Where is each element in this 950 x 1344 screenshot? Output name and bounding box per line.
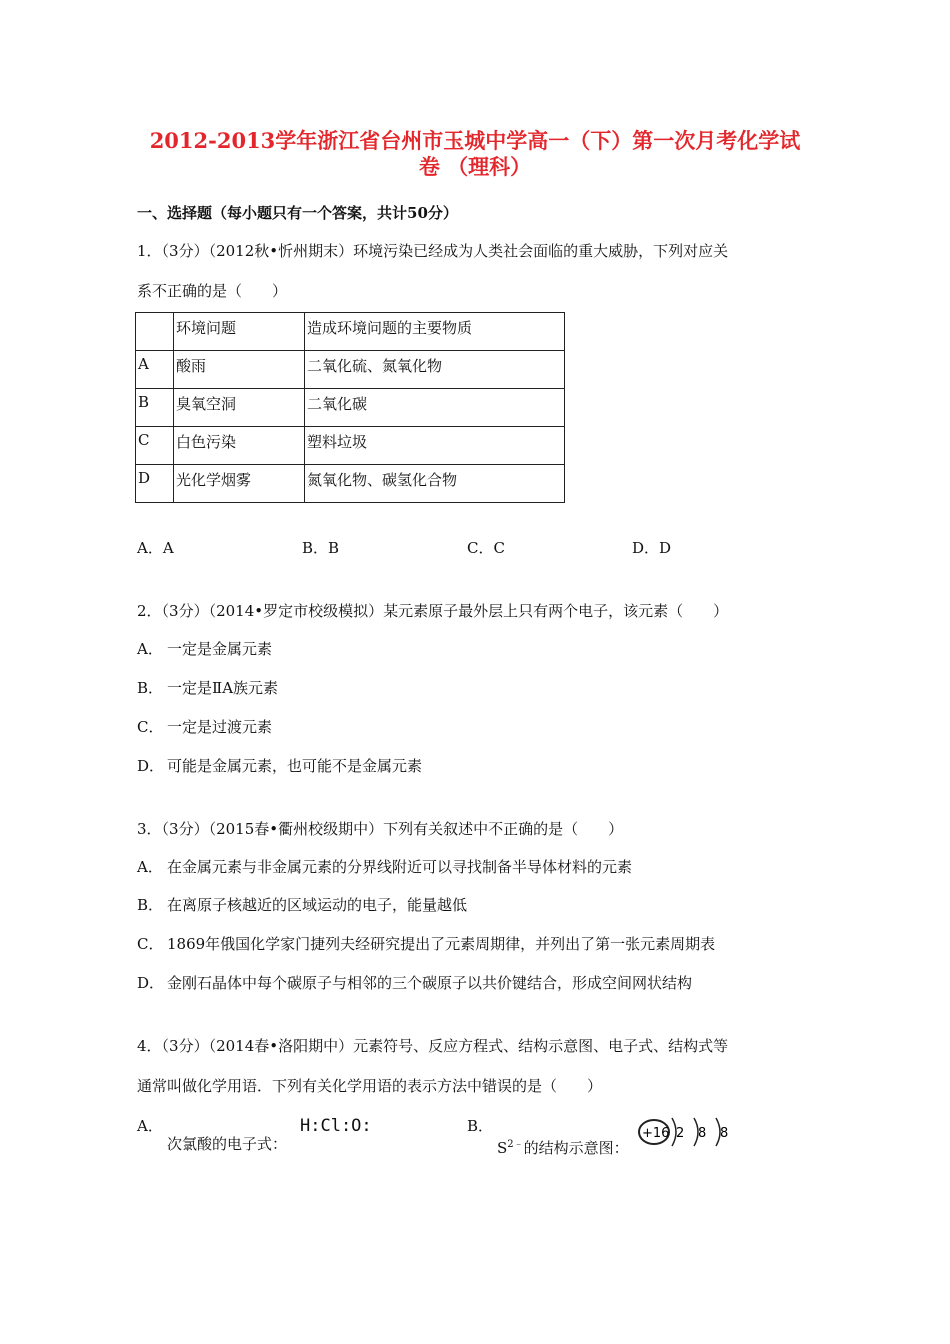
sulfide-ion-structure-diagram — [636, 1110, 736, 1160]
option-label: A． — [137, 640, 163, 658]
table-cell: 白色污染 — [174, 427, 305, 465]
q2-option-d[interactable] — [137, 755, 422, 776]
option-label: C． — [137, 718, 164, 736]
q2-option-c[interactable] — [137, 716, 272, 737]
q3-stem: 3．（3分）（2015春•衢州校级期中）下列有关叙述中不正确的是（ ） — [137, 820, 624, 838]
option-label: D． — [137, 757, 165, 775]
table-cell: C — [136, 427, 174, 465]
option-label: D． — [137, 974, 165, 992]
table-cell: A — [136, 351, 174, 389]
q4-option-a-label[interactable]: A． — [137, 1117, 163, 1135]
table-row — [136, 351, 565, 389]
exam-title-line1: 2012-2013学年浙江省台州市玉城中学高一（下）第一次月考化学试 — [149, 128, 801, 153]
table-cell: 造成环境问题的主要物质 — [305, 313, 565, 351]
table-cell: 二氧化硫、氮氧化物 — [305, 351, 565, 389]
option-label: A． — [137, 858, 163, 876]
table-cell: 光化学烟雾 — [174, 465, 305, 503]
table-cell — [136, 313, 174, 351]
table-row — [136, 427, 565, 465]
option-text: 在离原子核越近的区域运动的电子，能量越低 — [167, 896, 468, 914]
table-header-row — [136, 313, 565, 351]
q4-option-a-text: 次氯酸的电子式： — [167, 1135, 288, 1153]
table-cell: B — [136, 389, 174, 427]
q1-answer-a[interactable]: A．A — [137, 539, 174, 557]
table-cell: D — [136, 465, 174, 503]
option-text: 金刚石晶体中每个碳原子与相邻的三个碳原子以共价键结合，形成空间网状结构 — [167, 974, 693, 992]
q1-answer-b[interactable]: B．B — [302, 539, 340, 557]
q3-option-c[interactable] — [137, 933, 715, 954]
q2-stem: 2．（3分）（2014•罗定市校级模拟）某元素原子最外层上只有两个电子，该元素（ ） — [137, 602, 729, 620]
q1-stem-line2: 系不正确的是（ ） — [137, 282, 288, 300]
exam-title-line2: 卷 （理科） — [418, 154, 532, 179]
shell-electrons-2: 8 — [698, 1126, 707, 1141]
ion-charge: 2﹣ — [507, 1139, 524, 1150]
option-text: 一定是ⅡA族元素 — [167, 679, 279, 697]
option-text: 一定是过渡元素 — [167, 718, 273, 736]
table-cell: 塑料垃圾 — [305, 427, 565, 465]
table-row — [136, 389, 565, 427]
shell-electrons-1: 2 — [676, 1126, 685, 1141]
q2-option-a[interactable] — [137, 638, 272, 659]
table-row — [136, 465, 565, 503]
table-cell: 酸雨 — [174, 351, 305, 389]
q4-stem-line1: 4．（3分）（2014春•洛阳期中）元素符号、反应方程式、结构示意图、电子式、结构式等 — [137, 1037, 729, 1055]
hypochlorous-electron-formula: H:Cl:O: — [300, 1116, 372, 1136]
q3-option-a[interactable] — [137, 856, 632, 877]
q4-option-b-label[interactable]: B． — [467, 1117, 494, 1135]
sulfur-ion-symbol: S — [497, 1139, 508, 1157]
table-cell: 二氧化碳 — [305, 389, 565, 427]
q4-option-b-text — [497, 1135, 629, 1158]
shell-electrons-3: 8 — [720, 1126, 729, 1141]
table-cell: 环境问题 — [174, 313, 305, 351]
q1-answer-d[interactable]: D．D — [632, 539, 672, 557]
structure-caption: 的结构示意图： — [523, 1139, 629, 1157]
table-cell: 臭氧空洞 — [174, 389, 305, 427]
option-label: B． — [137, 896, 164, 914]
table-cell: 氮氧化物、碳氢化合物 — [305, 465, 565, 503]
environment-table — [135, 312, 565, 503]
option-text: 可能是金属元素，也可能不是金属元素 — [167, 757, 423, 775]
nucleus-charge: +16 — [642, 1126, 670, 1141]
option-text: 一定是金属元素 — [167, 640, 273, 658]
q4-stem-line2: 通常叫做化学用语．下列有关化学用语的表示方法中错误的是（ ） — [137, 1077, 603, 1095]
option-text: 1869年俄国化学家门捷列夫经研究提出了元素周期律，并列出了第一张元素周期表 — [167, 935, 716, 953]
atomic-structure-svg — [636, 1110, 736, 1156]
q1-stem-line1: 1．（3分）（2012秋•忻州期末）环境污染已经成为人类社会面临的重大威胁，下列对应关 — [137, 242, 729, 260]
q3-option-d[interactable] — [137, 972, 692, 993]
option-text: 在金属元素与非金属元素的分界线附近可以寻找制备半导体材料的元素 — [167, 858, 633, 876]
q2-option-b[interactable] — [137, 677, 278, 698]
section-heading: 一、选择题（每小题只有一个答案，共计50分） — [137, 204, 458, 222]
option-label: B． — [137, 679, 164, 697]
q3-option-b[interactable] — [137, 894, 467, 915]
option-label: C． — [137, 935, 164, 953]
q1-answer-c[interactable]: C．C — [467, 539, 505, 557]
